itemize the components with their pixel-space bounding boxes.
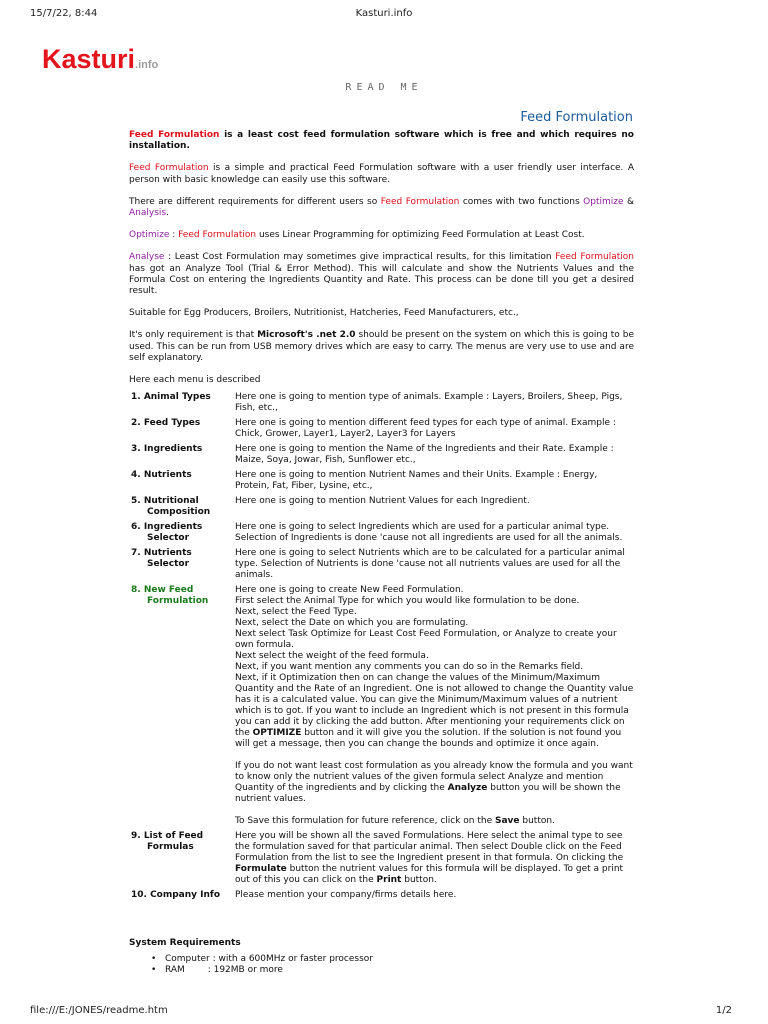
analysis-term: Analysis — [129, 208, 167, 219]
menu-row — [129, 890, 634, 905]
menu-description: Here one is going to create New Feed Formulation. First select the Animal Type for which you would like formulation to be done. Next, select the Feed Type. Next, select the Date on which you are formulating. Next select Task Optimize for Least Cost Feed Formulation, or Analyze to create your own formula. Next select the weight of the feed formula. Next, if you want mention any comments you can do so in the Remarks field. Next, if it Optimization then on can change the values of the Minimum/Maximum Quantity and the Rate of an Ingredient. One is not allowed to change the Quantity value has it is a calculated value. You can give the Minimum/Maximum values of a nutrient which is to got. If you want to include an Ingredient which is not present in this formula you can add it by clicking the add button. After mentioning your requirements click on the OPTIMIZE button and it will give you the solution. If the solution is not found you will get a message, then you can change the bounds and optimize it once again. If you do not want least cost formulation as you already know the formula and you want to know only the nutrient values of the given formula select Analyze and mention Quantity of the ingredients and by clicking the Analyze button you will be shown the nutrient values. To Save this formulation for future reference, click on the Save button. — [235, 585, 634, 827]
menu-name: 3. Ingredients — [131, 444, 203, 455]
logo-main-text: Kasturi — [42, 44, 136, 74]
brand-text: Feed Formulation — [555, 252, 634, 263]
browser-header-title: Kasturi.info — [355, 8, 413, 19]
menu-row — [129, 470, 634, 496]
readme-label: READ ME — [345, 82, 423, 93]
system-requirements-list — [149, 954, 373, 976]
menu-row — [129, 522, 634, 548]
browser-header-datetime: 15/7/22, 8:44 — [30, 8, 98, 19]
optimize-term: Optimize — [129, 230, 170, 241]
menu-row — [129, 444, 634, 470]
menu-description: Here you will be shown all the saved Formulations. Here select the animal type to see the formulation saved for that particular animal. Then select Double click on the Feed Formulation from the list to see the Ingredient present in that formula. On clicking the Formulate button the nutrient values for this formula will be displayed. To get a print out of this you can click on the Print button. — [235, 831, 624, 886]
menu-name: 4. Nutrients — [131, 470, 192, 481]
brand-text: Feed Formulation — [178, 230, 257, 241]
menu-row-new-feed — [129, 585, 634, 831]
optimize-paragraph: Optimize : Feed Formulation uses Linear Programming for optimizing Feed Formulation at Least Cost. — [129, 230, 585, 241]
menu-name: 2. Feed Types — [131, 418, 201, 429]
list-item: • Computer : with a 600MHz or faster processor — [149, 954, 373, 965]
main-content — [129, 130, 634, 905]
analyse-paragraph: Analyse : Least Cost Formulation may sometimes give impractical results, for this limitation Feed Formulation has got an Analyze Tool (Trial & Error Method). This will calculate and show the Nutrients Values and the Formula Cost on entering the Ingredients Quantity and Rate. This process can be done till you get a desired result. — [129, 252, 634, 297]
menu-description: Please mention your company/firms details here. — [235, 890, 457, 901]
browser-footer-page-number: 1/2 — [715, 1005, 732, 1016]
menu-name: 7. Nutrients Selector — [131, 548, 192, 570]
menu-row — [129, 496, 634, 522]
functions-paragraph: There are different requirements for different users so Feed Formulation comes with two functions Optimize & Analysis. — [129, 196, 634, 219]
brand-text: Feed Formulation — [129, 130, 220, 140]
brand-text: Feed Formulation — [129, 163, 209, 174]
brand-text: Feed Formulation — [380, 196, 460, 207]
menu-description: Here one is going to mention the Name of the Ingredients and their Rate. Example : Maize, Soya, Jowar, Fish, Sunflower etc., — [235, 444, 614, 466]
menu-name: 9. List of Feed Formulas — [131, 831, 204, 853]
menu-description: Here one is going to select Nutrients which are to be calculated for a particular animal type. Selection of Nutrients is done 'cause not all nutrients values are used for all the animals. — [235, 548, 625, 581]
logo-sub-text: .info — [135, 59, 159, 71]
description-paragraph: Feed Formulation is a simple and practical Feed Formulation software with a user friendly user interface. A person with basic knowledge can easily use this software. — [129, 163, 634, 185]
system-requirements-title: System Requirements — [129, 938, 241, 948]
list-item: • RAM : 192MB or more — [149, 965, 373, 976]
menu-row — [129, 392, 634, 418]
optimize-term: Optimize — [583, 196, 624, 207]
intro-paragraph: Feed Formulation is a least cost feed formulation software which is free and which requires no installation. — [129, 130, 634, 152]
menu-row — [129, 418, 634, 444]
menu-name: 6. Ingredients Selector — [131, 522, 203, 544]
menu-description: Here one is going to mention type of animals. Example : Layers, Broilers, Sheep, Pigs, Fish, etc., — [235, 392, 623, 414]
site-logo[interactable] — [42, 44, 158, 75]
analyse-term: Analyse — [129, 252, 165, 263]
menu-description: Here one is going to mention Nutrient Names and their Units. Example : Energy, Protein, Fat, Fiber, Lysine, etc., — [235, 470, 598, 492]
menu-name: 5. Nutritional Composition — [131, 496, 211, 518]
menu-description: Here one is going to mention Nutrient Values for each Ingredient. — [235, 496, 530, 507]
menu-name: 8. New Feed Formulation — [131, 585, 209, 607]
browser-footer-url: file:///E:/JONES/readme.htm — [30, 1005, 168, 1016]
menu-description: Here one is going to mention different feed types for each type of animal. Example : Chick, Grower, Layer1, Layer2, Layer3 for Layers — [235, 418, 616, 440]
requirement-paragraph: It's only requirement is that Microsoft's .net 2.0 should be present on the system on which this is going to be used. This can be run from USB memory drives which are easy to carry. The menus are very use to use and are self explanatory. — [129, 330, 635, 363]
menu-row — [129, 548, 634, 585]
menu-name: 1. Animal Types — [131, 392, 211, 403]
page-title: Feed Formulation — [520, 110, 633, 125]
menu-intro: Here each menu is described — [129, 375, 261, 386]
menu-table — [129, 392, 634, 905]
menu-description: Here one is going to select Ingredients which are used for a particular animal type. Selection of Ingredients is done 'cause not all ingredients are used for all the animals. — [235, 522, 623, 544]
menu-row — [129, 831, 634, 890]
menu-name: 10. Company Info — [131, 890, 221, 901]
suitable-paragraph: Suitable for Egg Producers, Broilers, Nutritionist, Hatcheries, Feed Manufacturers, etc., — [129, 308, 519, 319]
